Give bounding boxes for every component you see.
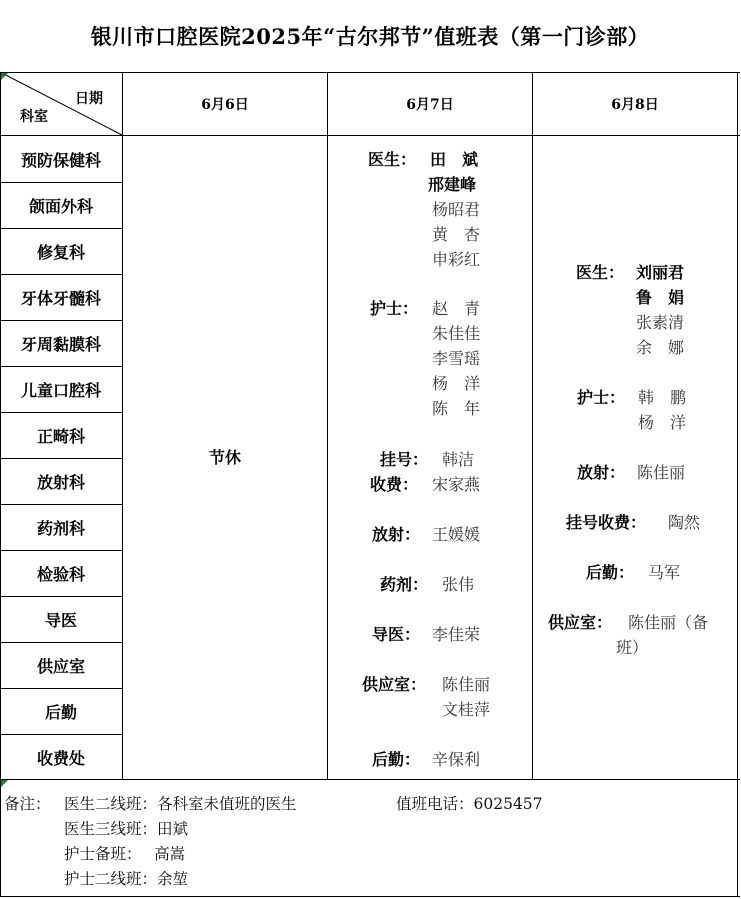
holiday-rest-label: 节休	[208, 448, 241, 467]
doctor-name: 黄 杏	[432, 225, 481, 244]
cell-corner-marker	[1, 73, 9, 81]
reg-billing-label: 挂号收费：	[566, 513, 647, 532]
guide-label: 导医：	[372, 625, 421, 644]
department-name: 牙体牙髓科	[20, 289, 101, 308]
doctor-name: 张素清	[636, 313, 685, 332]
department-name: 放射科	[36, 473, 85, 492]
department-name: 供应室	[36, 657, 85, 676]
note-line: 护士二线班：余堃	[64, 870, 189, 888]
supply-name-cont: 班）	[616, 638, 649, 657]
duty-phone: 值班电话：6025457	[396, 795, 543, 813]
supply-name: 陈佳丽（备	[628, 613, 709, 632]
supply-label: 供应室：	[362, 675, 427, 694]
billing-label: 收费：	[370, 475, 419, 494]
date-header: 6月6日	[201, 97, 249, 113]
date-header: 6月7日	[406, 97, 454, 113]
nurse-name: 杨 洋	[432, 374, 481, 393]
cell-corner-marker	[1, 780, 9, 788]
doctor-name: 鲁 娟	[636, 288, 685, 307]
nurse-name: 杨 洋	[638, 413, 687, 432]
department-name: 颌面外科	[28, 197, 93, 216]
page-title: 银川市口腔医院2025年“古尔邦节”值班表（第一门诊部）	[90, 24, 650, 49]
notes-label: 备注：	[4, 795, 51, 813]
radiology-label: 放射：	[577, 463, 626, 482]
logistics-name: 辛保利	[432, 750, 481, 769]
nurse-name: 韩 鹏	[638, 388, 687, 407]
doctor-name: 杨昭君	[432, 200, 481, 219]
grid-line-bottom	[0, 896, 740, 897]
pharmacy-name: 张伟	[442, 575, 475, 594]
logistics-label: 后勤：	[372, 750, 421, 769]
nurse-name: 陈 年	[432, 399, 481, 418]
doctor-name: 邢建峰	[428, 175, 477, 194]
registration-label: 挂号：	[380, 450, 429, 469]
header-dept-label: 科室	[20, 109, 48, 125]
radiology-name: 陈佳丽	[637, 463, 686, 482]
radiology-label: 放射：	[372, 525, 421, 544]
doctor-name: 田 斌	[430, 150, 479, 169]
department-name: 儿童口腔科	[20, 381, 101, 400]
radiology-name: 王媛媛	[432, 525, 481, 544]
department-name: 检验科	[36, 565, 85, 584]
pharmacy-label: 药剂：	[380, 575, 429, 594]
supply-name: 陈佳丽	[442, 675, 491, 694]
nurse-name: 朱佳佳	[432, 324, 481, 343]
doctor-label: 医生：	[576, 263, 625, 282]
header-date-label: 日期	[75, 91, 103, 107]
doctor-name: 刘丽君	[636, 263, 685, 282]
department-name: 收费处	[36, 748, 85, 768]
department-name: 修复科	[36, 243, 85, 262]
note-line: 医生三线班：田斌	[64, 820, 189, 838]
registration-name: 韩洁	[442, 450, 475, 469]
department-name: 预防保健科	[20, 150, 101, 170]
nurse-label: 护士：	[577, 388, 626, 407]
grid-line-col2	[327, 72, 328, 780]
department-name: 牙周黏膜科	[20, 335, 101, 354]
doctor-label: 医生：	[368, 150, 417, 169]
note-line: 医生二线班：各科室未值班的医生	[64, 795, 297, 813]
supply-label: 供应室：	[548, 613, 613, 632]
nurse-name: 李雪瑶	[432, 349, 481, 368]
nurse-label: 护士：	[370, 299, 419, 318]
department-name: 药剂科	[36, 519, 85, 538]
header-diagonal-line	[0, 72, 123, 136]
logistics-name: 马军	[648, 563, 681, 582]
department-name: 后勤	[44, 703, 77, 722]
nurse-name: 赵 青	[432, 299, 481, 318]
supply-name: 文桂萍	[442, 700, 491, 719]
guide-name: 李佳荣	[432, 625, 481, 644]
billing-name: 宋家燕	[432, 475, 481, 494]
doctor-name: 余 娜	[636, 338, 685, 357]
grid-line-right	[737, 72, 738, 897]
logistics-label: 后勤：	[586, 563, 635, 582]
department-name: 正畸科	[36, 427, 85, 446]
doctor-name: 申彩红	[432, 250, 481, 269]
grid-line-col3	[532, 72, 533, 780]
grid-line-col1	[122, 72, 123, 780]
note-line: 护士备班： 高嵩	[64, 845, 186, 863]
date-header: 6月8日	[611, 97, 659, 113]
grid-line-table-bottom	[0, 779, 740, 780]
department-name: 导医	[44, 611, 77, 630]
reg-billing-name: 陶然	[668, 513, 701, 532]
